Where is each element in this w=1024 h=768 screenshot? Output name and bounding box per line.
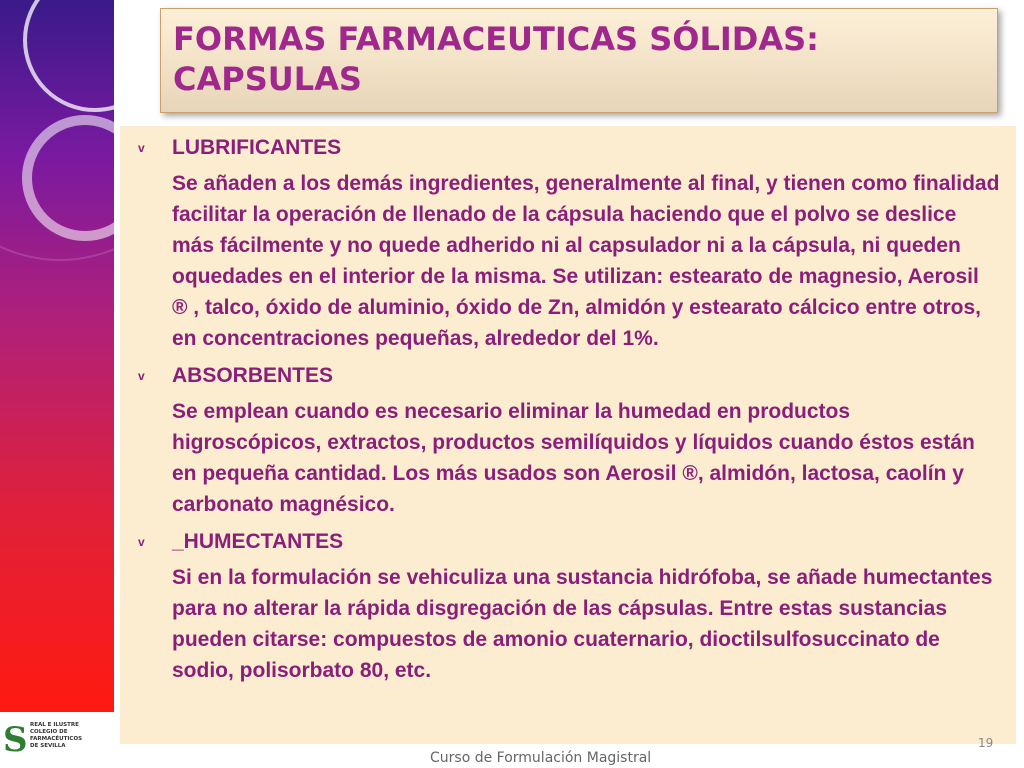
section-heading-label: ABSORBENTES (172, 364, 334, 387)
bullet-icon: v (138, 141, 145, 155)
logo-text (30, 722, 114, 750)
decorative-sidebar (0, 0, 114, 712)
title-box (160, 8, 998, 113)
slide-title: FORMAS FARMACEUTICAS SÓLIDAS: CAPSULAS (173, 20, 819, 98)
logo-line: DE SEVILLA (30, 743, 66, 749)
section-heading (138, 136, 1000, 160)
content-box (120, 126, 1016, 744)
logo-s-mark: S (3, 720, 28, 760)
bullet-icon: v (138, 369, 145, 383)
section-paragraph: Se emplean cuando es necesario eliminar la humedad en productos higroscópicos, extractos, productos semilíquidos y líquidos cuando éstos están en pequeña cantidad. Los más usados son Aerosil ®, almidón, lactosa, caolín y carbonato magnésico. (172, 400, 975, 516)
bullet-icon: v (138, 535, 145, 549)
section-heading (138, 530, 1000, 554)
section-paragraph: Se añaden a los demás ingredientes, generalmente al final, y tienen como finalidad facilitar la operación de llenado de la cápsula haciendo que el polvo se deslice más fácilmente y no quede adherido ni al capsulador ni a la cápsula, ni queden oquedades en el interior de la misma. Se utilizan: estearato de magnesio, Aerosil ® , talco, óxido de aluminio, óxido de Zn, almidón y estearato cálcico entre otros, en concentraciones pequeñas, alrededor del 1%. (172, 172, 1000, 350)
section-heading-label: _HUMECTANTES (172, 530, 344, 553)
logo-line: REAL E ILUSTRE (30, 722, 79, 728)
section-paragraph: Si en la formulación se vehiculiza una sustancia hidrófoba, se añade humectantes para no alterar la rápida disgregación de las cápsulas. Entre estas sustancias pueden citarse: compuestos de amonio cuaternario, dioctilsulfosuccinato de sodio, polisorbato 80, etc. (172, 566, 993, 682)
logo-line: COLEGIO DE FARMACÉUTICOS (30, 729, 83, 742)
section-heading-label: LUBRIFICANTES (172, 136, 342, 159)
content-body (138, 136, 1000, 696)
college-logo (0, 712, 114, 768)
page-number: 19 (978, 736, 994, 750)
footer-text: Curso de Formulación Magistral (430, 750, 652, 766)
section-heading (138, 364, 1000, 388)
sidebar-circles-graphic (0, 0, 114, 712)
